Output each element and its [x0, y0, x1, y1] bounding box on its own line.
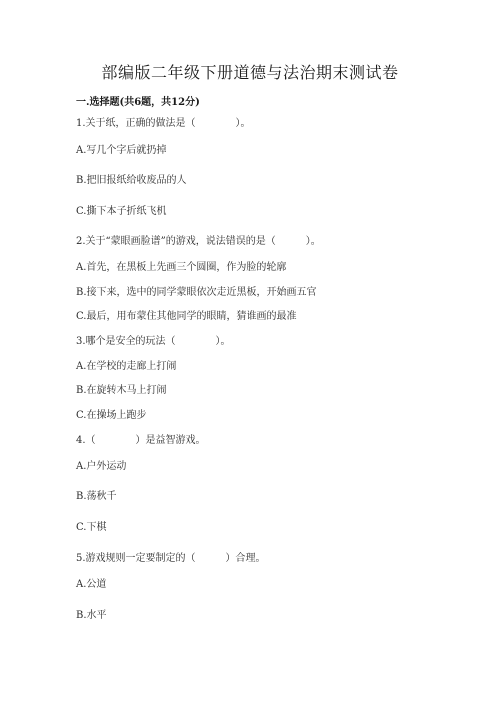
- question-2-stem: 2.关于“蒙眼画脸谱”的游戏，说法错误的是（ ）。: [76, 236, 321, 247]
- question-5-option-a: A.公道: [76, 579, 107, 590]
- question-1-stem: 1.关于纸，正确的做法是（ ）。: [76, 118, 251, 129]
- question-5-option-b: B.水平: [76, 610, 107, 621]
- question-4-option-c: C.下棋: [76, 522, 107, 533]
- question-4-stem: 4.（ ）是益智游戏。: [76, 435, 206, 446]
- question-2-option-b: B.接下来，选中的同学蒙眼依次走近黑板，开始画五官: [76, 287, 317, 298]
- question-1-option-a: A.写几个字后就扔掉: [76, 145, 167, 156]
- question-3-option-a: A.在学校的走廊上打闹: [76, 361, 177, 372]
- question-1-option-c: C.撕下本子折纸飞机: [76, 206, 167, 217]
- question-1-option-b: B.把旧报纸给收废品的人: [76, 175, 187, 186]
- question-5-stem: 5.游戏规则一定要制定的（ ）合理。: [76, 553, 266, 564]
- section-heading: 一.选择题(共6题，共12分): [76, 97, 200, 108]
- question-4-option-b: B.荡秋千: [76, 491, 117, 502]
- question-2-option-a: A.首先，在黑板上先画三个圆圈，作为脸的轮廓: [76, 262, 287, 273]
- question-4-option-a: A.户外运动: [76, 461, 127, 472]
- question-3-option-c: C.在操场上跑步: [76, 410, 147, 421]
- page-title: 部编版二年级下册道德与法治期末测试卷: [101, 63, 399, 82]
- question-3-option-b: B.在旋转木马上打闹: [76, 385, 167, 396]
- question-3-stem: 3.哪个是安全的玩法（ ）。: [76, 336, 231, 347]
- question-2-option-c: C.最后，用布蒙住其他同学的眼睛，猜谁画的最准: [76, 311, 297, 322]
